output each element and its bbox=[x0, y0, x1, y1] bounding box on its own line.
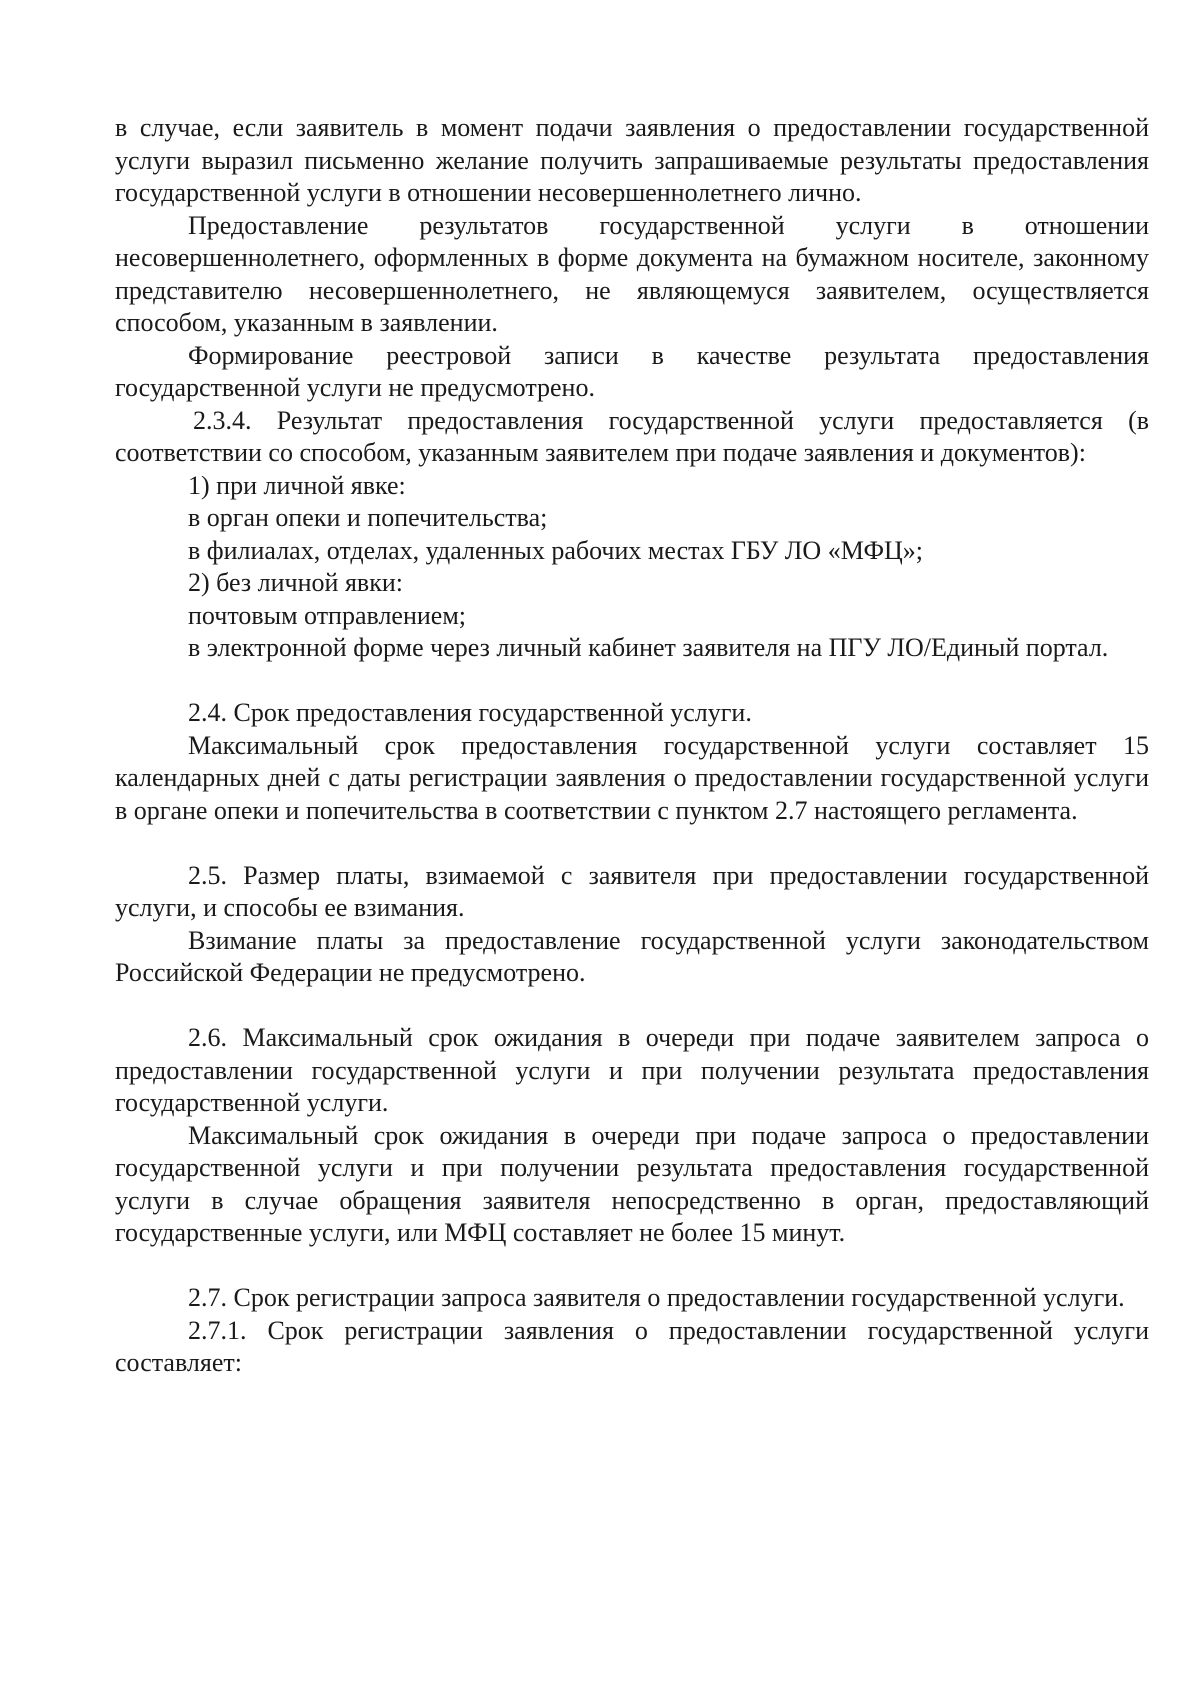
heading-2-6: 2.6. Максимальный срок ожидания в очереди при подаче заявителем запроса о предоставлении государственной услуги и при получении результата предоставления государственной услуги. bbox=[115, 1023, 1149, 1117]
paragraph-delivery-to-representative: Предоставление результатов государственной услуги в отношении несовершеннолетнего, оформленных в форме документа на бумажном носителе, законному представителю несовершеннолетнего, не являющемуся заявителем, осуществляется способом, указанным в заявлении. bbox=[115, 210, 1149, 337]
paragraph-2-7-1: 2.7.1. Срок регистрации заявления о предоставлении государственной услуги составляет: bbox=[115, 1315, 1149, 1377]
paragraph-registry-record: Формирование реестровой записи в качестве результата предоставления государственной услуги не предусмотрено. bbox=[115, 340, 1149, 402]
list-item-electronic: в электронной форме через личный кабинет заявителя на ПГУ ЛО/Единый портал. bbox=[188, 633, 1109, 662]
list-item-personal-visit: 1) при личной явке: bbox=[188, 470, 406, 500]
heading-2-4: 2.4. Срок предоставления государственной услуги. bbox=[188, 698, 752, 727]
paragraph-fee: Взимание платы за предоставление государственной услуги законодательством Российской Федерации не предусмотрено. bbox=[115, 925, 1149, 987]
list-item-no-visit: 2) без личной явки: bbox=[188, 568, 403, 597]
list-item-mfc-branches: в филиалах, отделах, удаленных рабочих местах ГБУ ЛО «МФЦ»; bbox=[188, 535, 924, 565]
paragraph-2-3-4: 2.3.4. Результат предоставления государственной услуги предоставляется (в соответствии со способом, указанным заявителем при подаче заявления и документов): bbox=[115, 405, 1149, 467]
document-body bbox=[115, 112, 1149, 1380]
heading-2-7: 2.7. Срок регистрации запроса заявителя о предоставлении государственной услуги. bbox=[188, 1283, 1125, 1312]
heading-2-5: 2.5. Размер платы, взимаемой с заявителя при предоставлении государственной услуги, и способы ее взимания. bbox=[115, 860, 1149, 922]
list-item-guardianship-body: в орган опеки и попечительства; bbox=[188, 503, 548, 532]
list-item-postal: почтовым отправлением; bbox=[188, 600, 467, 630]
paragraph-delivery-condition: в случае, если заявитель в момент подачи заявления о предоставлении государственной услуги выразил письменно желание получить запрашиваемые результаты предоставления государственной услуги в отношении несовершеннолетнего лично. bbox=[115, 113, 1149, 207]
paragraph-max-term: Максимальный срок предоставления государственной услуги составляет 15 календарных дней с даты регистрации заявления о предоставлении государственной услуги в органе опеки и попечительства в соответствии с пунктом 2.7 настоящего регламента. bbox=[115, 730, 1149, 825]
paragraph-queue-wait: Максимальный срок ожидания в очереди при подаче запроса о предоставлении государственной услуги и при получении результата предоставления государственной услуги в случае обращения заявителя непосредственно в орган, предоставляющий государственные услуги, или МФЦ составляет не более 15 минут. bbox=[115, 1120, 1149, 1247]
